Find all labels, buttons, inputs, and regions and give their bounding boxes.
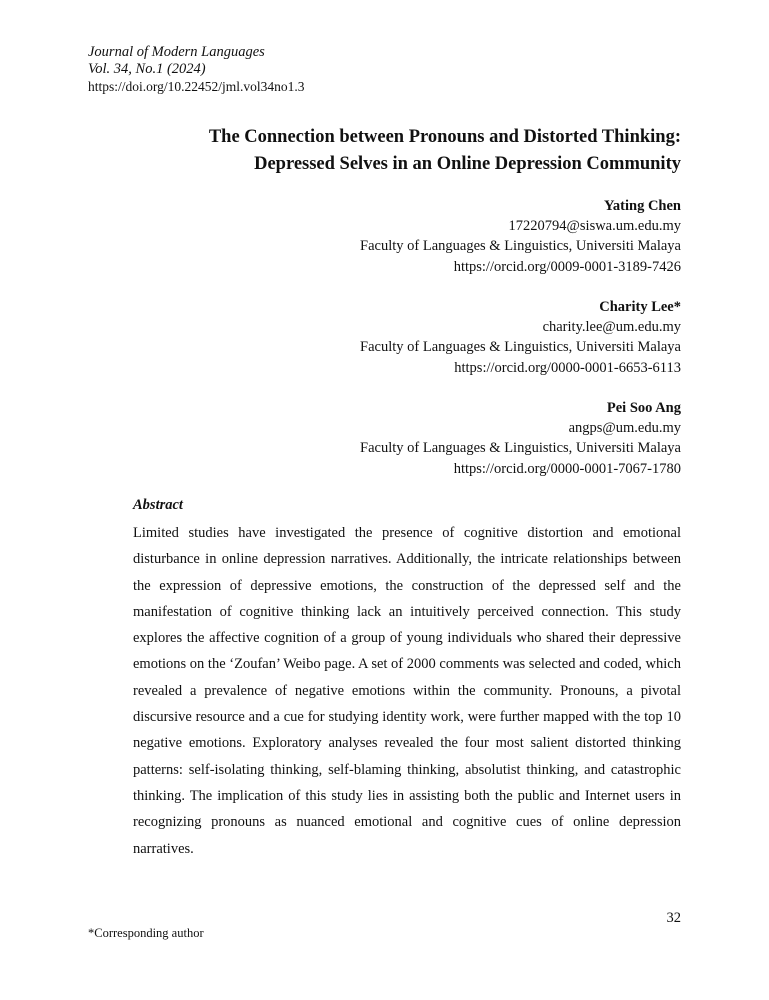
author-orcid-link[interactable]: https://orcid.org/0009-0001-3189-7426 (453, 258, 681, 275)
paper-title-line-1: The Connection between Pronouns and Distorted Thinking: (208, 127, 681, 147)
journal-volume: Vol. 34, No.1 (2024) (88, 61, 206, 77)
abstract-body: Limited studies have investigated the presence of cognitive distortion and emotional disturbance in online depression narratives. Additionally, the intricate relationships between the expression of depressive emotions, the construction of the depressed self and the manifestation of cognitive thinking lack an intuitively perceived connection. This study explores the affective cognition of a group of young individuals who shared their depressive emotions on the ‘Zoufan’ Weibo page. A set of 2000 comments was selected and coded, which revealed a prevalence of negative emotions within the community. Pronouns, a pivotal discursive resource and a cue for studying identity work, were further mapped with the top 10 negative emotions. Exploratory analyses revealed the four most salient distorted thinking patterns: self-isolating thinking, self-blaming thinking, absolutist thinking, and catastrophic thinking. The implication of this study lies in assisting both the public and Internet users in recognizing pronouns as nuanced emotional and cognitive cues of online depression narratives. (133, 525, 681, 857)
author-orcid-link[interactable]: https://orcid.org/0000-0001-7067-1780 (453, 460, 681, 477)
author-affiliation: Faculty of Languages & Linguistics, Universiti Malaya (360, 339, 681, 356)
author-name: Yating Chen (604, 198, 681, 214)
author-block (181, 196, 681, 277)
paper-title-line-2: Depressed Selves in an Online Depression Community (254, 154, 681, 174)
author-email[interactable]: charity.lee@um.edu.my (542, 319, 681, 336)
journal-header (88, 44, 305, 95)
corresponding-author-footnote: *Corresponding author (88, 926, 204, 940)
abstract-heading: Abstract (133, 497, 183, 513)
author-email[interactable]: angps@um.edu.my (568, 420, 681, 437)
author-name: Charity Lee* (599, 299, 681, 315)
author-affiliation: Faculty of Languages & Linguistics, Universiti Malaya (360, 440, 681, 457)
author-list (181, 196, 681, 499)
author-email[interactable]: 17220794@siswa.um.edu.my (508, 218, 681, 235)
abstract-section (133, 494, 681, 862)
page-number: 32 (666, 910, 681, 926)
author-orcid-link[interactable]: https://orcid.org/0000-0001-6653-6113 (454, 359, 681, 376)
author-affiliation: Faculty of Languages & Linguistics, Universiti Malaya (360, 238, 681, 255)
journal-doi-link[interactable]: https://doi.org/10.22452/jml.vol34no1.3 (88, 79, 305, 94)
journal-name: Journal of Modern Languages (88, 44, 265, 60)
author-name: Pei Soo Ang (606, 400, 681, 416)
paper-title (81, 124, 681, 178)
author-block (181, 297, 681, 378)
author-block (181, 398, 681, 479)
